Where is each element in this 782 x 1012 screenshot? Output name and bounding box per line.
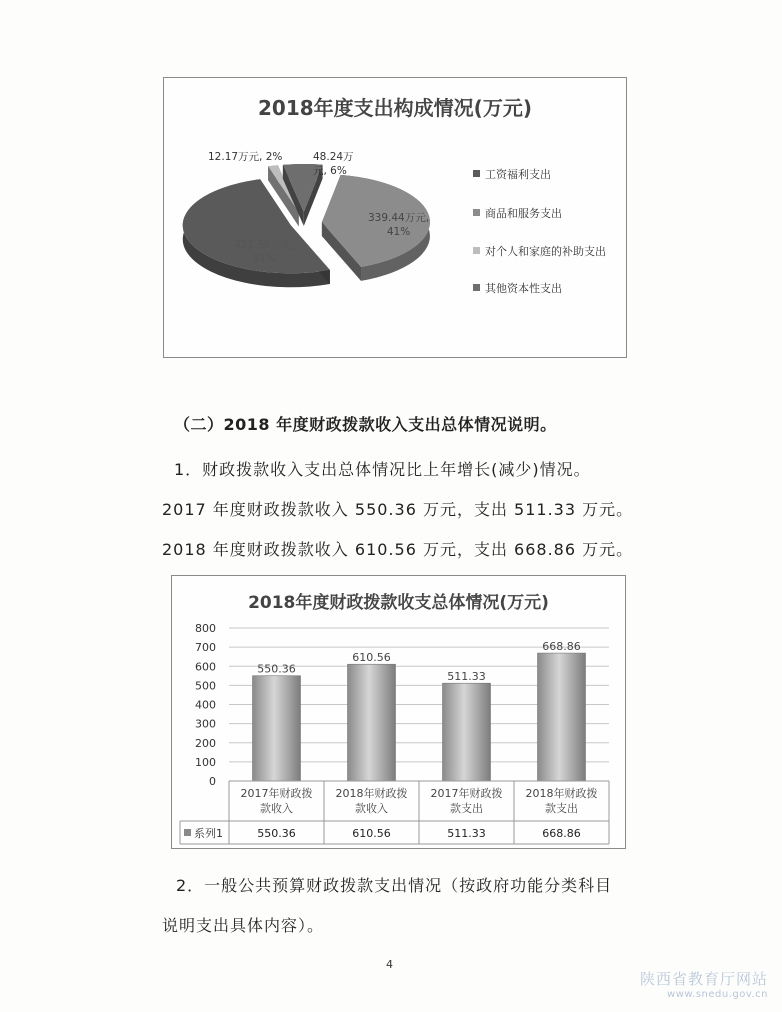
bar-chart-frame [171, 575, 626, 849]
pie-label-goods [368, 211, 429, 239]
x-category-label: 2018年财政拨 [525, 787, 598, 800]
pie-label-subsidies [208, 150, 282, 164]
pie-chart-frame [163, 77, 627, 358]
pie-label-line: 421.56万元, [234, 239, 296, 251]
y-tick-label: 500 [195, 679, 216, 693]
bar [348, 664, 396, 781]
paragraph-1: 1．财政拨款收入支出总体情况比上年增长(减少)情况。 [174, 460, 591, 479]
legend-swatch [473, 247, 480, 254]
legend-item-capital [473, 281, 562, 296]
watermark [640, 968, 768, 1000]
legend-label: 对个人和家庭的补助支出 [485, 245, 606, 258]
legend-swatch [473, 209, 480, 216]
pie-label-capital [313, 150, 354, 178]
y-tick-label: 400 [195, 698, 216, 712]
paragraph-2: 2017 年度财政拨款收入 550.36 万元，支出 511.33 万元。 [162, 500, 634, 519]
series-name: 系列1 [194, 827, 223, 840]
y-tick-label: 300 [195, 717, 216, 731]
pie-label-line: 元, 6% [313, 165, 347, 177]
series-swatch [184, 829, 191, 836]
pie-label-line: 41% [386, 226, 411, 238]
pie-chart-title: 2018年度支出构成情况(万元) [258, 96, 532, 120]
legend-swatch [473, 284, 480, 291]
legend-item-goods [473, 206, 562, 221]
bar-chart [172, 576, 625, 848]
x-category-label: 款收入 [355, 802, 388, 815]
x-category-label: 款支出 [450, 802, 483, 815]
legend-label: 工资福利支出 [485, 168, 551, 181]
paragraph-4-line-1: 2．一般公共预算财政拨款支出情况（按政府功能分类科目 [176, 876, 613, 895]
bar [443, 683, 491, 781]
y-tick-label: 800 [195, 622, 216, 635]
x-category-label: 2018年财政拨 [335, 787, 408, 800]
legend-item-subsidies [473, 244, 618, 259]
legend-swatch [473, 170, 480, 177]
bar-value-label: 511.33 [447, 670, 486, 684]
x-category-label: 2017年财政拨 [430, 787, 503, 800]
pie-label-line: 339.44万元, [368, 212, 430, 224]
y-tick-label: 100 [195, 755, 216, 769]
bar [538, 653, 586, 781]
bar-chart-title: 2018年度财政拨款收支总体情况(万元) [248, 593, 549, 613]
pie-label-wages [234, 238, 295, 266]
legend-item-wages [473, 167, 551, 182]
pie-chart [164, 148, 464, 348]
paragraph-3: 2018 年度财政拨款收入 610.56 万元，支出 668.86 万元。 [162, 540, 634, 559]
watermark-title: 陕西省教育厅网站 [639, 970, 768, 988]
bar-value-label: 610.56 [352, 651, 391, 665]
page-number: 4 [386, 958, 393, 971]
section-heading: （二）2018 年度财政拨款收入支出总体情况说明。 [174, 415, 557, 434]
table-value: 610.56 [352, 827, 391, 840]
legend-label: 其他资本性支出 [485, 282, 562, 295]
bar-value-label: 668.86 [542, 640, 581, 654]
legend-label: 商品和服务支出 [485, 207, 562, 220]
pie-label-line: 51% [252, 253, 277, 265]
paragraph-4-line-2: 说明支出具体内容）。 [162, 916, 325, 935]
table-value: 550.36 [257, 827, 296, 840]
bar [253, 676, 301, 781]
bar-value-label: 550.36 [257, 662, 296, 676]
pie-label-line: 48.24万 [313, 151, 354, 163]
pie-label-line: 12.17万元, 2% [208, 151, 283, 163]
y-tick-label: 200 [195, 736, 216, 750]
x-category-label: 款收入 [260, 802, 293, 815]
y-tick-label: 600 [195, 660, 216, 674]
table-value: 668.86 [542, 827, 581, 840]
y-tick-label: 0 [209, 775, 216, 788]
y-tick-label: 700 [195, 641, 216, 655]
table-value: 511.33 [447, 827, 486, 840]
x-category-label: 2017年财政拨 [240, 787, 313, 800]
x-category-label: 款支出 [545, 802, 578, 815]
watermark-url: www.snedu.gov.cn [667, 989, 768, 1000]
